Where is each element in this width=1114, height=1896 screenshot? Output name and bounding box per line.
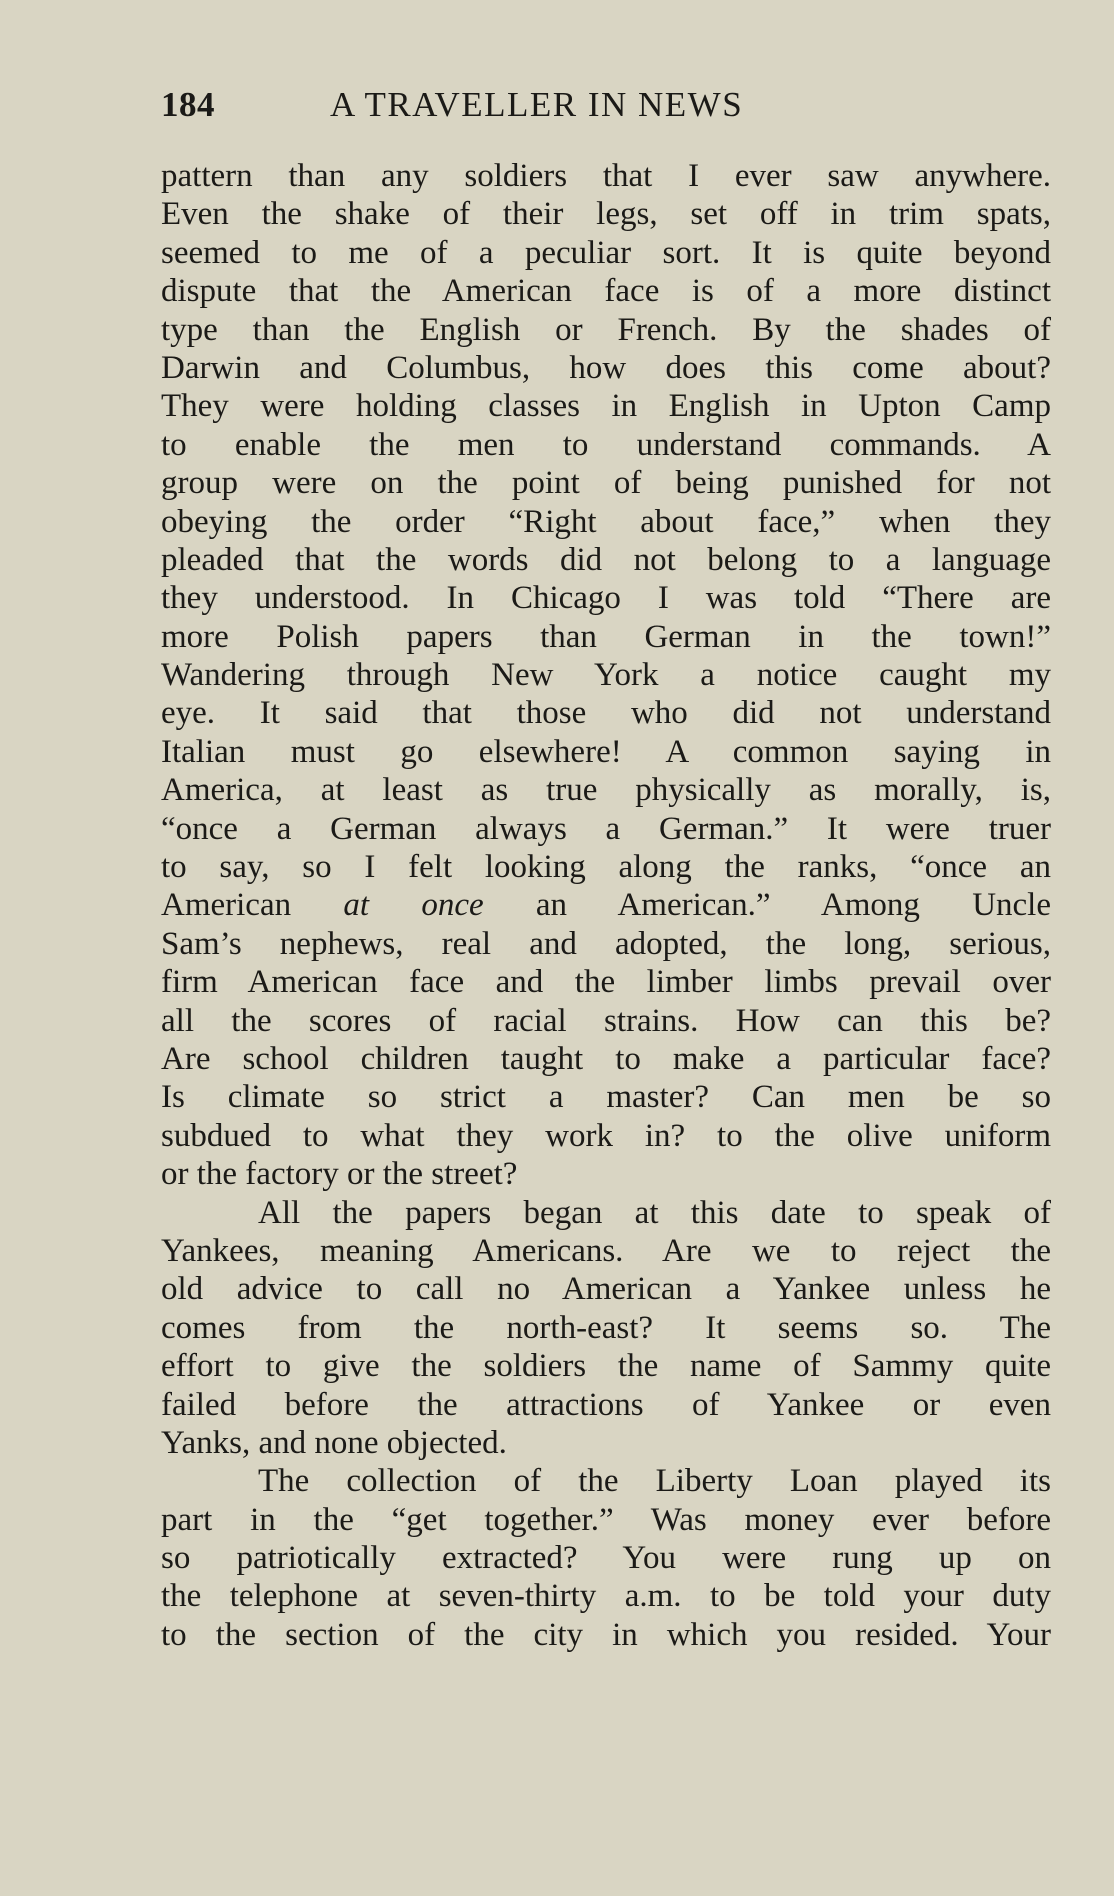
text-line: more Polish papers than German in the town!” <box>161 618 1051 655</box>
text-line: dispute that the American face is of a more distinct <box>161 273 1051 310</box>
text-line: to the section of the city in which you resided. Your <box>161 1616 1051 1653</box>
text-line: They were holding classes in English in Upton Camp <box>161 388 1051 425</box>
text-line: Darwin and Columbus, how does this come about? <box>161 349 1051 386</box>
text-line: failed before the attractions of Yankee or even <box>161 1386 1051 1423</box>
text-line: the telephone at seven-thirty a.m. to be told your duty <box>161 1578 1051 1615</box>
text-line: Is climate so strict a master? Can men be so <box>161 1079 1051 1116</box>
body-text <box>161 157 1051 1654</box>
text-line: “once a German always a German.” It were truer <box>161 810 1051 847</box>
text-line: All the papers began at this date to speak of <box>258 1194 1051 1231</box>
text-line: all the scores of racial strains. How can this be? <box>161 1002 1051 1039</box>
text-line: seemed to me of a peculiar sort. It is quite beyond <box>161 234 1051 271</box>
italic-emphasis: at once <box>343 887 484 924</box>
text-line: Italian must go elsewhere! A common saying in <box>161 733 1051 770</box>
page-number: 184 <box>161 85 215 124</box>
text-line: pattern than any soldiers that I ever saw anywhere. <box>161 158 1051 194</box>
text-line: to say, so I felt looking along the ranks, “once an <box>161 849 1051 886</box>
text-line: pleaded that the words did not belong to a language <box>161 541 1051 578</box>
text-line: part in the “get together.” Was money ever before <box>161 1501 1051 1538</box>
text-line: Are school children taught to make a particular face? <box>161 1040 1051 1077</box>
text-line: America, at least as true physically as morally, is, <box>161 772 1051 809</box>
text-line: eye. It said that those who did not understand <box>161 695 1051 732</box>
text-line: Wandering through New York a notice caught my <box>161 657 1051 694</box>
running-head <box>161 80 1051 130</box>
text-line: to enable the men to understand commands. A <box>161 426 1051 463</box>
text-line: they understood. In Chicago I was told “There are <box>161 580 1051 617</box>
text-line: Sam’s nephews, real and adopted, the long, serious, <box>161 925 1051 962</box>
text-line: effort to give the soldiers the name of Sammy quite <box>161 1348 1051 1385</box>
text-line: so patriotically extracted? You were rung up on <box>161 1540 1051 1577</box>
text-line: or the factory or the street? <box>161 1156 518 1193</box>
text-line: The collection of the Liberty Loan played its <box>258 1463 1051 1500</box>
text-line: Yankees, meaning Americans. Are we to reject the <box>161 1232 1051 1269</box>
text-segment: American <box>161 887 344 924</box>
running-title: A TRAVELLER IN NEWS <box>330 85 744 124</box>
text-line: Even the shake of their legs, set off in trim spats, <box>161 196 1051 233</box>
text-segment: an American.” Among Uncle <box>483 887 1051 924</box>
text-line: old advice to call no American a Yankee unless he <box>161 1271 1051 1308</box>
text-line <box>161 886 1051 924</box>
text-line: type than the English or French. By the shades of <box>161 311 1051 348</box>
text-line: subdued to what they work in? to the olive uniform <box>161 1117 1051 1154</box>
text-line: group were on the point of being punished for not <box>161 465 1051 502</box>
text-line: obeying the order “Right about face,” when they <box>161 503 1051 540</box>
text-line: firm American face and the limber limbs prevail over <box>161 964 1051 1001</box>
text-line: comes from the north-east? It seems so. The <box>161 1309 1051 1346</box>
text-line: Yanks, and none objected. <box>161 1424 507 1461</box>
